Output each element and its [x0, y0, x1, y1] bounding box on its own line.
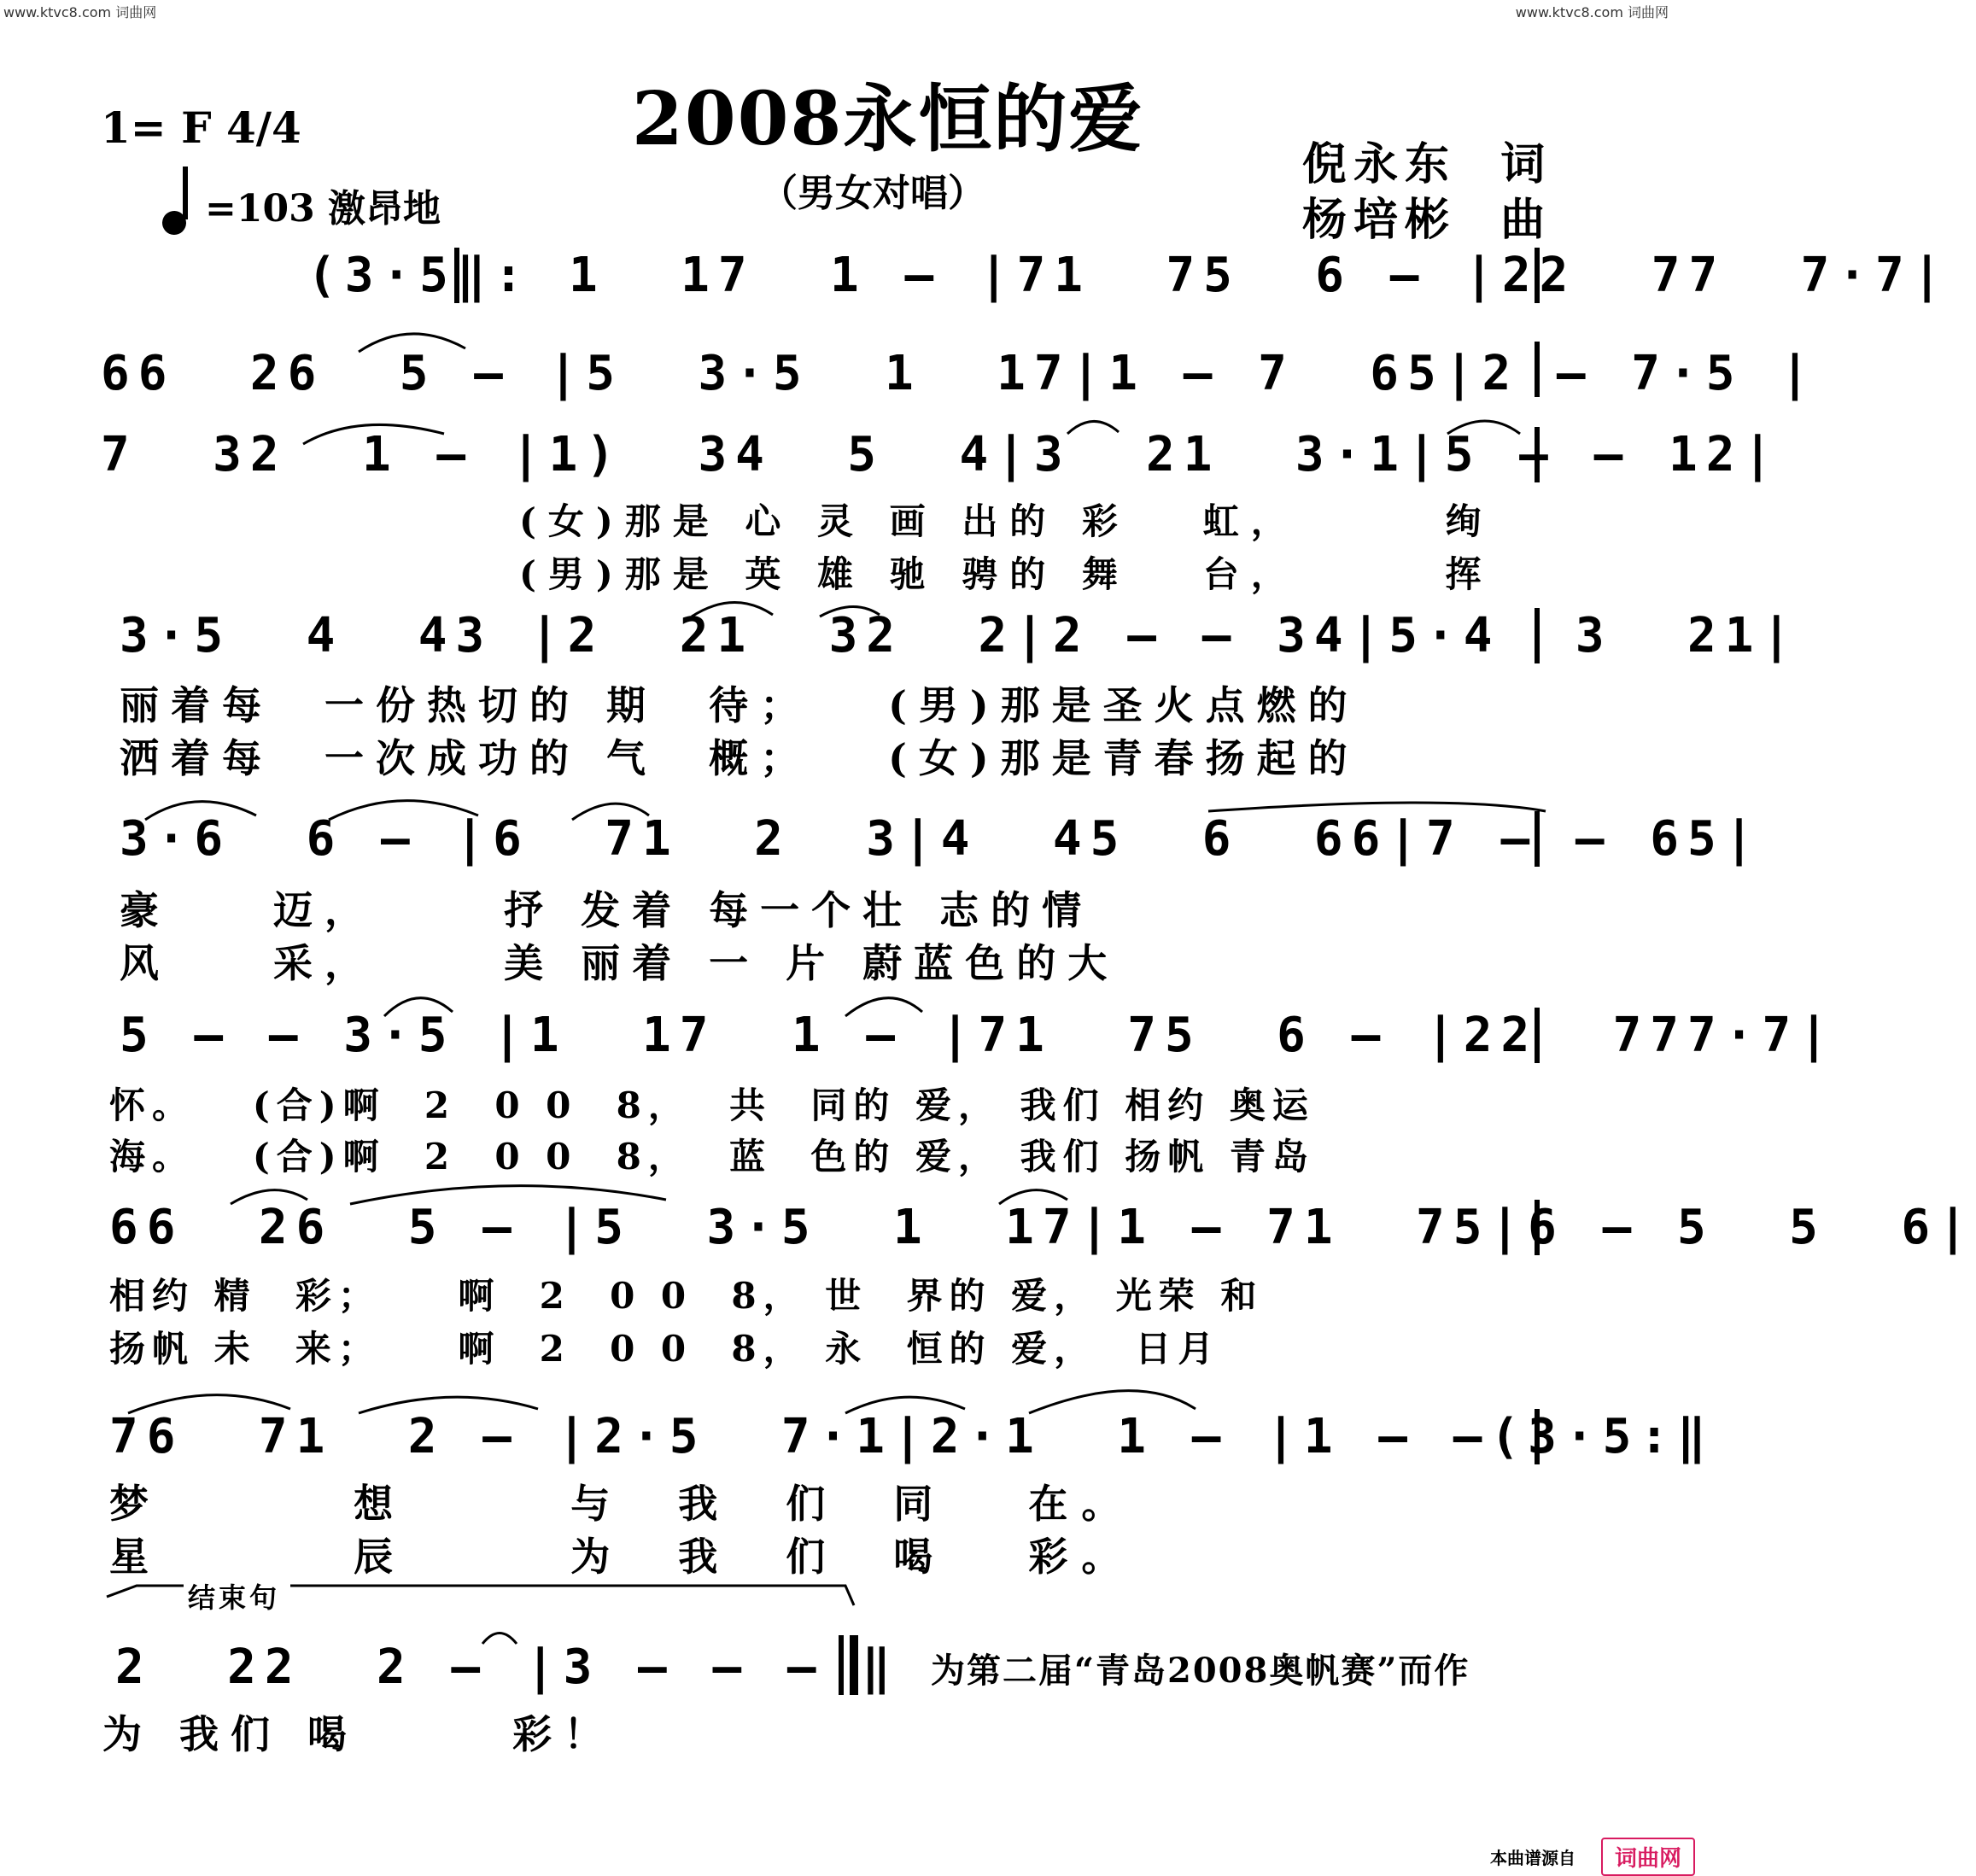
score-row-4: 3·5 4 43 |2 21 32 2|2 — — 34|5·4 3 21| — [120, 608, 1800, 663]
header-url-right: www.ktvc8.com 词曲网 — [1515, 4, 1669, 20]
lyric-line-4b: 海。 (合)啊 2 0 0 8， 蓝 色的 爱， 我们 扬帆 青岛 — [109, 1136, 1315, 1178]
lyric-line-6b: 星 辰 为 我 们 喝 彩。 — [109, 1534, 1135, 1580]
score-row-6: 5 — — 3·5 |1 17 1 — |71 75 6 — |22 777·7| — [120, 1008, 1837, 1063]
header-url-left: www.ktvc8.com 词曲网 — [3, 4, 157, 20]
score-row-7: 66 26 5 — |5 3·5 1 17|1 — 71 75|6 — 5 5 6| — [109, 1200, 1976, 1255]
song-subtitle: （男女对唱） — [760, 172, 985, 215]
dedication-note: 为第二届“青岛2008奥帆赛”而作 — [931, 1651, 1470, 1691]
key-signature: 1= F 4/4 — [101, 102, 301, 153]
song-title: 2008永恒的爱 — [632, 76, 1144, 162]
lyric-line-1a: (女)那是 心 灵 画 出的 彩 虹， 绚 — [519, 500, 1494, 542]
lyric-line-3a: 豪 迈， 抒 发着 每一个壮 志的情 — [120, 887, 1094, 933]
tempo-marking: =103 激昂地 — [205, 187, 441, 231]
lyric-line-5b: 扬帆 未 来； 啊 2 0 0 8， 永 恒的 爱， 日月 — [109, 1328, 1221, 1370]
ending-label: 结束句 — [188, 1581, 281, 1614]
lyric-line-3b: 风 采， 美 丽着 一 片 蔚蓝色的大 — [120, 940, 1120, 986]
score-row-3: 7 32 1 — |1) 34 5 4|3 21 3·1|5 — — 12| — [101, 427, 1781, 482]
score-row-2: 66 26 5 — |5 3·5 1 17|1 — 7 65|2 — 7·5 | — [101, 346, 1818, 401]
footer-logo: 词曲网 — [1601, 1838, 1695, 1876]
lyric-line-1b: (男)那是 英 雄 驰 骋的 舞 台， 挥 — [519, 553, 1494, 595]
ending-notes: 2 22 2 — |3 — — — ‖ — [115, 1639, 900, 1695]
lyric-line-5a: 相约 精 彩； 啊 2 0 0 8， 世 界的 爱， 光荣 和 — [109, 1275, 1264, 1317]
lyric-line-2b: 洒着每 一次成功的 气 概； (女)那是青春扬起的 — [120, 735, 1359, 781]
lyric-line-6a: 梦 想 与 我 们 同 在。 — [109, 1481, 1135, 1527]
lyric-line-2a: 丽着每 一份热切的 期 待； (男)那是圣火点燃的 — [120, 682, 1359, 728]
score-row-5: 3·6 6 — |6 71 2 3|4 45 6 66|7 — — 65| — [120, 811, 1763, 867]
lyric-line-4a: 怀。 (合)啊 2 0 0 8， 共 同的 爱， 我们 相约 奥运 — [109, 1084, 1315, 1126]
composer-credit: 杨培彬 曲 — [1302, 194, 1552, 246]
score-row-8: 76 71 2 — |2·5 7·1|2·1 1 — |1 — —(3·5:‖ — [109, 1409, 1715, 1464]
score-row-1: (3·5‖: 1 17 1 — |71 75 6 — |22 77 7·7| — [307, 248, 1950, 303]
footer-source-text: 本曲谱源自 — [1490, 1848, 1576, 1868]
ending-lyrics: 为 我们 喝 彩！ — [102, 1711, 616, 1757]
lyricist-credit: 倪永东 词 — [1302, 138, 1552, 190]
